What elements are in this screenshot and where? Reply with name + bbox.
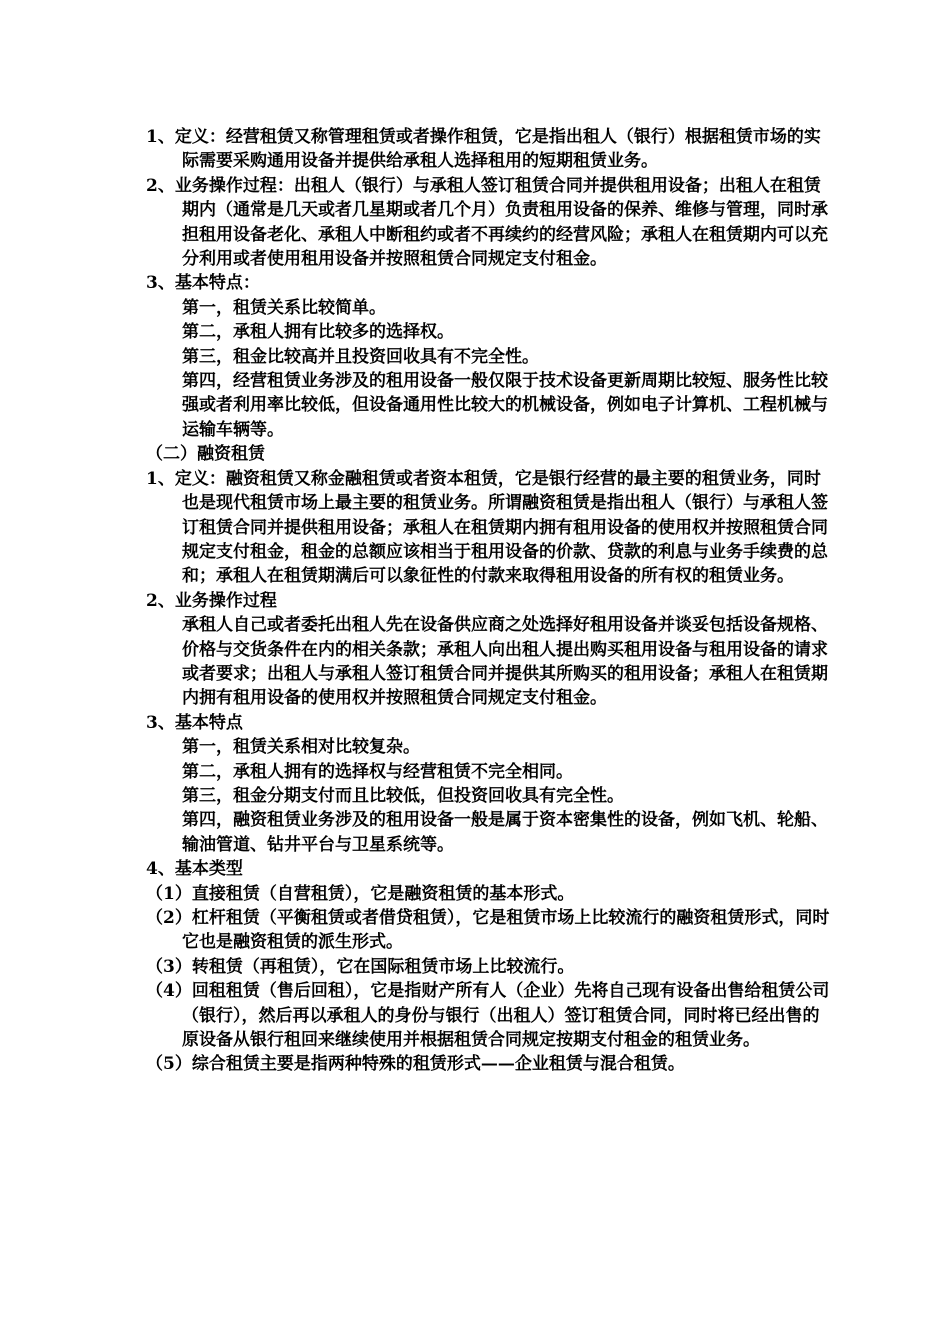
financial-lease-type-4: （4）回租租赁（售后回租），它是指财产所有人（企业）先将自己现有设备出售给租赁公司（银行），然后再以承租人的身份与银行（出租人）签订租赁合同，同时将已经出售的原设备从银行租回来继续使用并根据租赁合同规定按期支付租金的租赁业务。 [146, 981, 830, 1051]
financial-lease-process-title: 2、业务操作过程 [146, 590, 277, 611]
operating-lease-feature-4: 第四，经营租赁业务涉及的租用设备一般仅限于技术设备更新周期比较短、服务性比较强或者利用率比较低，但设备通用性比较大的机械设备，例如电子计算机、工程机械与运输车辆等。 [182, 371, 828, 440]
financial-lease-feature-2: 第二，承租人拥有的选择权与经营租赁不完全相同。 [182, 761, 573, 782]
operating-lease-features-title: 3、基本特点： [146, 273, 260, 294]
financial-lease-type-1: （1）直接租赁（自营租赁），它是融资租赁的基本形式。 [146, 883, 575, 904]
financial-lease-feature-4: 第四，融资租赁业务涉及的租用设备一般是属于资本密集性的设备，例如飞机、轮船、输油管道、钻井平台与卫星系统等。 [182, 810, 828, 855]
financial-lease-features-title: 3、基本特点 [146, 712, 243, 733]
financial-lease-type-3: （3）转租赁（再租赁），它在国际租赁市场上比较流行。 [146, 956, 575, 977]
financial-lease-feature-3: 第三，租金分期支付而且比较低，但投资回收具有完全性。 [182, 785, 624, 806]
financial-lease-type-2: （2）杠杆租赁（平衡租赁或者借贷租赁），它是租赁市场上比较流行的融资租赁形式，同时它也是融资租赁的派生形式。 [146, 908, 830, 953]
financial-lease-definition: 1、定义：融资租赁又称金融租赁或者资本租赁，它是银行经营的最主要的租赁业务，同时也是现代租赁市场上最主要的租赁业务。所谓融资租赁是指出租人（银行）与承租人签订租赁合同并提供租用设备；承租人在租赁期内拥有租用设备的使用权并按照租赁合同规定支付租金，租金的总额应该相当于租用设备的价款、贷款的利息与业务手续费的总和；承租人在租赁期满后可以象征性的付款来取得租用设备的所有权的租赁业务。 [146, 468, 828, 587]
financial-lease-types-title: 4、基本类型 [146, 859, 243, 880]
financial-lease-type-5: （5）综合租赁主要是指两种特殊的租赁形式——企业租赁与混合租赁。 [146, 1054, 685, 1075]
operating-lease-feature-2: 第二，承租人拥有比较多的选择权。 [182, 322, 454, 343]
financial-lease-process: 承租人自己或者委托出租人先在设备供应商之处选择好租用设备并谈妥包括设备规格、价格与交货条件在内的相关条款；承租人向出租人提出购买租用设备与租用设备的请求或者要求；出租人与承租人签订租赁合同并提供其所购买的租用设备；承租人在租赁期内拥有租用设备的使用权并按照租赁合同规定支付租金。 [182, 615, 828, 709]
financial-lease-feature-1: 第一，租赁关系相对比较复杂。 [182, 737, 420, 758]
financial-lease-heading: （二）融资租赁 [146, 444, 265, 465]
document-page [146, 125, 831, 1077]
operating-lease-definition: 1、定义：经营租赁又称管理租赁或者操作租赁，它是指出租人（银行）根据租赁市场的实际需要采购通用设备并提供给承租人选择租用的短期租赁业务。 [146, 127, 821, 172]
operating-lease-process: 2、业务操作过程：出租人（银行）与承租人签订租赁合同并提供租用设备；出租人在租赁期内（通常是几天或者几星期或者几个月）负责租用设备的保养、维修与管理，同时承担租用设备老化、承租人中断租约或者不再续约的经营风险；承租人在租赁期内可以充分利用或者使用租用设备并按照租赁合同规定支付租金。 [146, 175, 828, 270]
operating-lease-feature-1: 第一，租赁关系比较简单。 [182, 297, 386, 318]
operating-lease-feature-3: 第三，租金比较高并且投资回收具有不完全性。 [182, 346, 539, 367]
